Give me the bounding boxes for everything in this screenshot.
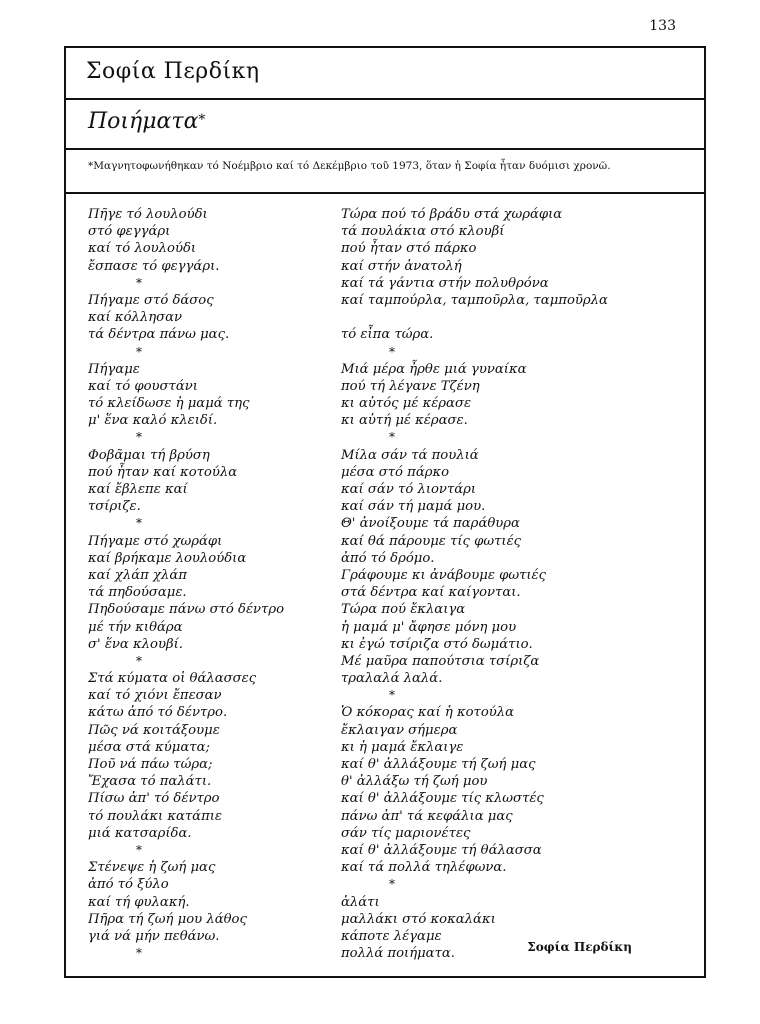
stanza-separator: *	[389, 877, 395, 892]
poem-line: Πῶς νά κοιτάξουμε	[88, 722, 220, 738]
poem-line: καί ταμπούρλα, ταμποῦρλα, ταμποῦρλα	[341, 292, 608, 308]
poem-line: καί κόλλησαν	[88, 310, 183, 326]
poem-line: γιά νά μήν πεθάνω.	[88, 928, 220, 944]
poem-line: ἡ μαμά μ' ἄφησε μόνη μου	[341, 619, 517, 635]
stanza-separator: *	[136, 344, 142, 359]
poem-line: μέσα στό πάρκο	[341, 464, 450, 480]
poem-line: μέσα στά κύματα;	[88, 739, 210, 755]
stanza-separator: *	[389, 688, 395, 703]
poem-line: καί τό φουστάνι	[88, 378, 198, 394]
poem-line: καί σάν τό λιοντάρι	[341, 482, 477, 497]
stanza-separator: *	[136, 946, 142, 961]
poem-line: Στένεψε ἡ ζωή μας	[88, 860, 216, 876]
footnote-row	[66, 148, 704, 194]
footnote: *Μαγνητοφωνήθηκαν τό Νοέμβριο καί τό Δεκέμβριο τοῦ 1973, ὅταν ἡ Σοφία ἦταν δυόμισι χρονῶ.	[88, 160, 611, 172]
author-row	[66, 48, 704, 100]
poem-line: Πήγαμε	[88, 361, 140, 377]
poem-line: ἔσπασε τό φεγγάρι.	[88, 258, 220, 274]
poem-line: ἁλάτι	[341, 894, 380, 910]
poem-line: Ἔχασα τό παλάτι.	[88, 774, 212, 790]
poem-line: καί θ' ἀλλάξουμε τή θάλασσα	[341, 842, 542, 858]
poem-line: καί τό χιόνι ἔπεσαν	[88, 688, 222, 704]
poem-line: Πηδούσαμε πάνω στό δέντρο	[88, 602, 285, 618]
stanza-separator: *	[136, 653, 142, 668]
title-text: Ποιήματα	[88, 109, 199, 134]
signature: Σοφία Περδίκη	[527, 940, 632, 954]
poem-line: πού ἦταν καί κοτούλα	[88, 464, 238, 480]
poem-line: Γράφουμε κι ἀνάβουμε φωτιές	[341, 567, 547, 583]
poem-line: Πῆρα τή ζωή μου λάθος	[88, 911, 247, 927]
poem-line: καί ἔβλεπε καί	[88, 482, 188, 497]
poem-line: κι αὐτός μέ κέρασε	[341, 396, 472, 412]
poem-line: μιά κατσαρίδα.	[88, 825, 192, 841]
poem-line: πού ἦταν στό πάρκο	[341, 241, 477, 257]
stanza-separator: *	[389, 344, 395, 359]
poem-line: κάτω ἀπό τό δέντρο.	[88, 705, 228, 721]
poem-line: Μέ μαῦρα παπούτσια τσίριζα	[341, 653, 540, 669]
author-name: Σοφία Περδίκη	[86, 59, 260, 84]
poem-line: ἔκλαιγαν σήμερα	[341, 722, 458, 738]
poem-line: καί τά γάντια στήν πολυθρόνα	[341, 275, 549, 291]
poem-line: Πήγαμε στό χωράφι	[88, 533, 223, 549]
poem-line: πού τή λέγανε Τζένη	[341, 378, 480, 394]
poem-line: τό εἶπα τώρα.	[341, 327, 434, 343]
page-title	[88, 109, 205, 134]
poem-line: κάποτε λέγαμε	[341, 928, 442, 944]
poem-line: Ποῦ νά πάω τώρα;	[88, 757, 213, 772]
poem-line: Πίσω ἀπ' τό δέντρο	[88, 791, 220, 807]
title-row	[66, 98, 704, 150]
poem-line: καί τή φυλακή.	[88, 894, 190, 910]
poem-line: μέ τήν κιθάρα	[88, 619, 183, 635]
poems-left-column	[88, 206, 284, 962]
poem-line: σάν τίς μαριονέτες	[341, 825, 471, 841]
poem-line: καί στήν ἀνατολή	[341, 258, 462, 274]
poem-line: Μιά μέρα ἦρθε μιά γυναίκα	[341, 361, 527, 377]
poem-line: καί θ' ἀλλάξουμε τή ζωή μας	[341, 757, 536, 772]
stanza-separator: *	[136, 516, 142, 531]
poem-line: τά πουλάκια στό κλουβί	[341, 224, 505, 240]
poem-line: τσίριζε.	[88, 499, 141, 515]
stanza-separator: *	[136, 275, 142, 290]
poem-line: σ' ἕνα κλουβί.	[88, 636, 183, 652]
poem-line: πάνω ἀπ' τά κεφάλια μας	[341, 808, 513, 824]
poem-line: κι ἡ μαμά ἔκλαιγε	[341, 739, 464, 755]
poem-line: καί τό λουλούδι	[88, 241, 197, 257]
poem-line: καί τά πολλά τηλέφωνα.	[341, 860, 507, 876]
poem-line: καί χλάπ χλάπ	[88, 567, 187, 583]
poem-line: Τώρα πού τό βράδυ στά χωράφια	[341, 207, 563, 222]
stanza-separator: *	[136, 842, 142, 857]
stanza-separator: *	[389, 430, 395, 445]
poem-line: τραλαλά λαλά.	[341, 671, 443, 687]
poem-line: Πῆγε τό λουλούδι	[88, 207, 208, 222]
poem-line: μ' ἕνα καλό κλειδί.	[88, 413, 218, 429]
poem-line: τά πηδούσαμε.	[88, 585, 187, 601]
poem-line: Τώρα πού ἔκλαιγα	[341, 602, 466, 618]
poem-line: καί θ' ἀλλάξουμε τίς κλωστές	[341, 791, 544, 807]
page-number: 133	[649, 18, 676, 34]
poem-line: καί βρήκαμε λουλούδια	[88, 550, 247, 566]
poem-frame	[64, 46, 706, 978]
poem-line: θ' ἀλλάξω τή ζωή μου	[341, 774, 488, 790]
poem-line: κι ἐγώ τσίριζα στό δωμάτιο.	[341, 636, 533, 652]
poem-line: στά δέντρα καί καίγονται.	[341, 585, 521, 601]
poem-line: Θ' ἀνοίξουμε τά παράθυρα	[341, 516, 520, 532]
poem-line: Φοβᾶμαι τή βρύση	[88, 447, 210, 463]
title-footnote-mark: *	[198, 112, 206, 128]
poem-line: ἀπό τό δρόμο.	[341, 550, 435, 566]
poem-line: τά δέντρα πάνω μας.	[88, 327, 230, 343]
poem-line: μαλλάκι στό κοκαλάκι	[341, 911, 496, 927]
poem-line: Πήγαμε στό δάσος	[88, 292, 214, 308]
poem-line: πολλά ποιήματα.	[341, 946, 455, 962]
poem-line: στό φεγγάρι	[88, 224, 171, 240]
poem-line: ἀπό τό ξύλο	[88, 877, 169, 893]
stanza-separator: *	[136, 430, 142, 445]
poem-line: Στά κύματα οἱ θάλασσες	[88, 671, 257, 687]
poem-line: καί σάν τή μαμά μου.	[341, 499, 486, 515]
poem-line: Μίλα σάν τά πουλιά	[341, 447, 479, 463]
blank-line	[341, 309, 608, 326]
poems-right-column	[341, 206, 608, 962]
poem-line: τό κλείδωσε ἡ μαμά της	[88, 396, 250, 412]
poem-line: Ὁ κόκορας καί ἡ κοτούλα	[341, 705, 515, 721]
poem-line: καί θά πάρουμε τίς φωτιές	[341, 533, 522, 549]
poem-line: τό πουλάκι κατάπιε	[88, 808, 222, 824]
poem-line: κι αὐτή μέ κέρασε.	[341, 413, 468, 429]
